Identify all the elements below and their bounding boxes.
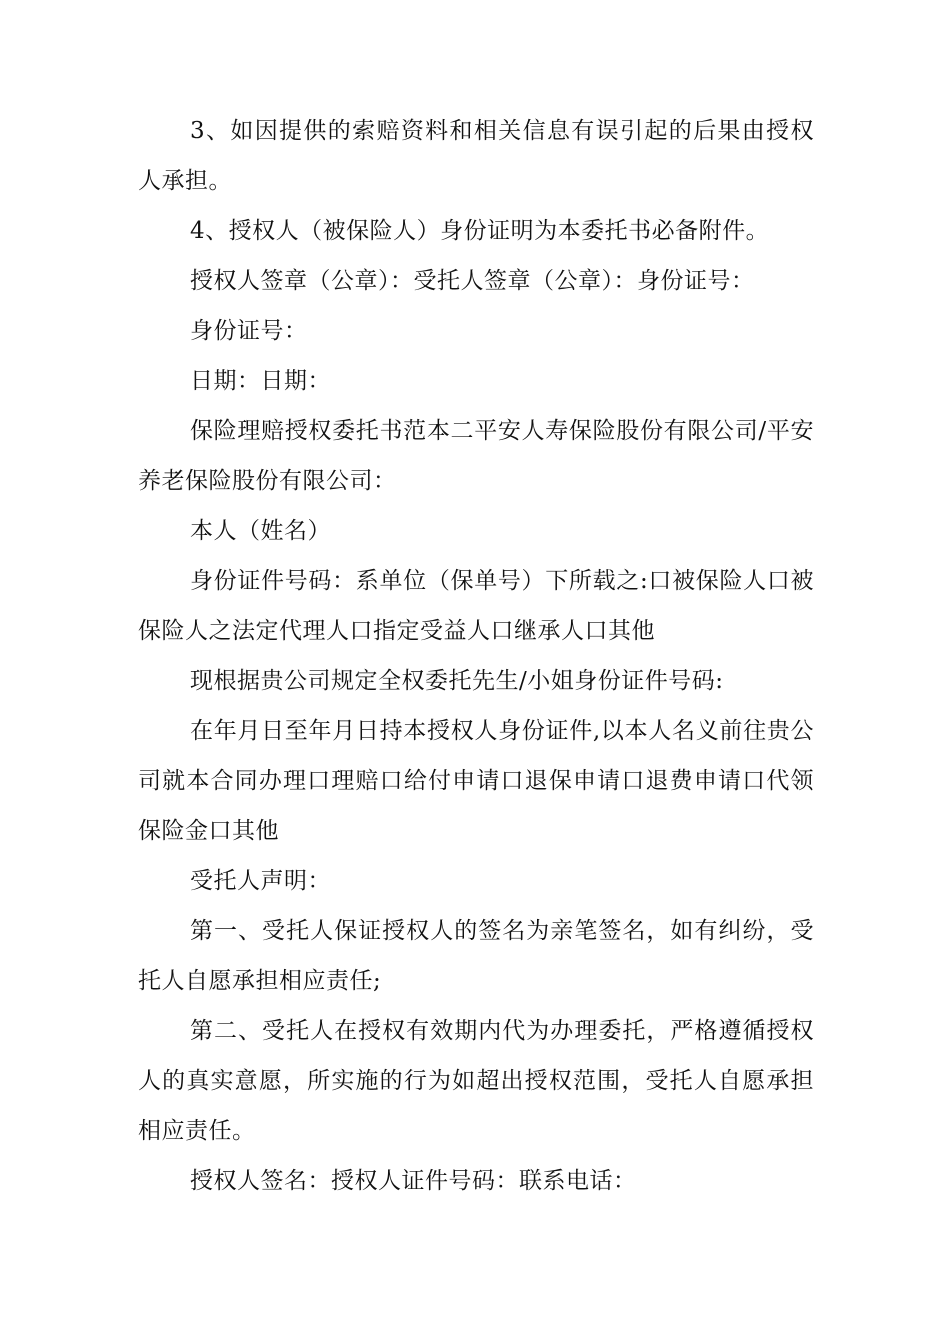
paragraph-date: 日期：日期： — [190, 368, 331, 394]
paragraph-declaration-first: 第一、受托人保证授权人的签名为亲笔签名，如有纠纷，受托人自愿承担相应责任; — [138, 918, 814, 994]
paragraph-declaration-second: 第二、受托人在授权有效期内代为办理委托，严格遵循授权人的真实意愿，所实施的行为如超出授权范围，受托人自愿承担相应责任。 — [138, 1018, 814, 1144]
paragraph-delegation: 现根据贵公司规定全权委托先生/小姐身份证件号码: — [190, 668, 724, 694]
paragraph-clause-4: 4、授权人（被保险人）身份证明为本委托书必备附件。 — [190, 218, 770, 244]
paragraph-principal-identity: 身份证件号码：系单位（保单号）下所载之:口被保险人口被保险人之法定代理人口指定受益人口继承人口其他 — [138, 568, 814, 644]
paragraph-template-two-heading: 保险理赔授权委托书范本二平安人寿保险股份有限公司/平安养老保险股份有限公司： — [138, 418, 814, 494]
paragraph-clause-3: 3、如因提供的索赔资料和相关信息有误引起的后果由授权人承担。 — [138, 118, 814, 194]
paragraph-authorization-scope: 在年月日至年月日持本授权人身份证件,以本人名义前往贵公司就本合同办理口理赔口给付申请口退保申请口退费申请口代领保险金口其他 — [138, 718, 814, 844]
paragraph-principal-name: 本人（姓名） — [190, 518, 331, 544]
paragraph-signature-line: 授权人签章（公章）：受托人签章（公章）：身份证号： — [190, 268, 755, 294]
paragraph-id-number: 身份证号： — [190, 318, 308, 344]
paragraph-agent-declaration-heading: 受托人声明： — [190, 868, 331, 894]
document-body — [138, 106, 814, 1206]
paragraph-final-signature: 授权人签名：授权人证件号码：联系电话： — [190, 1168, 637, 1194]
